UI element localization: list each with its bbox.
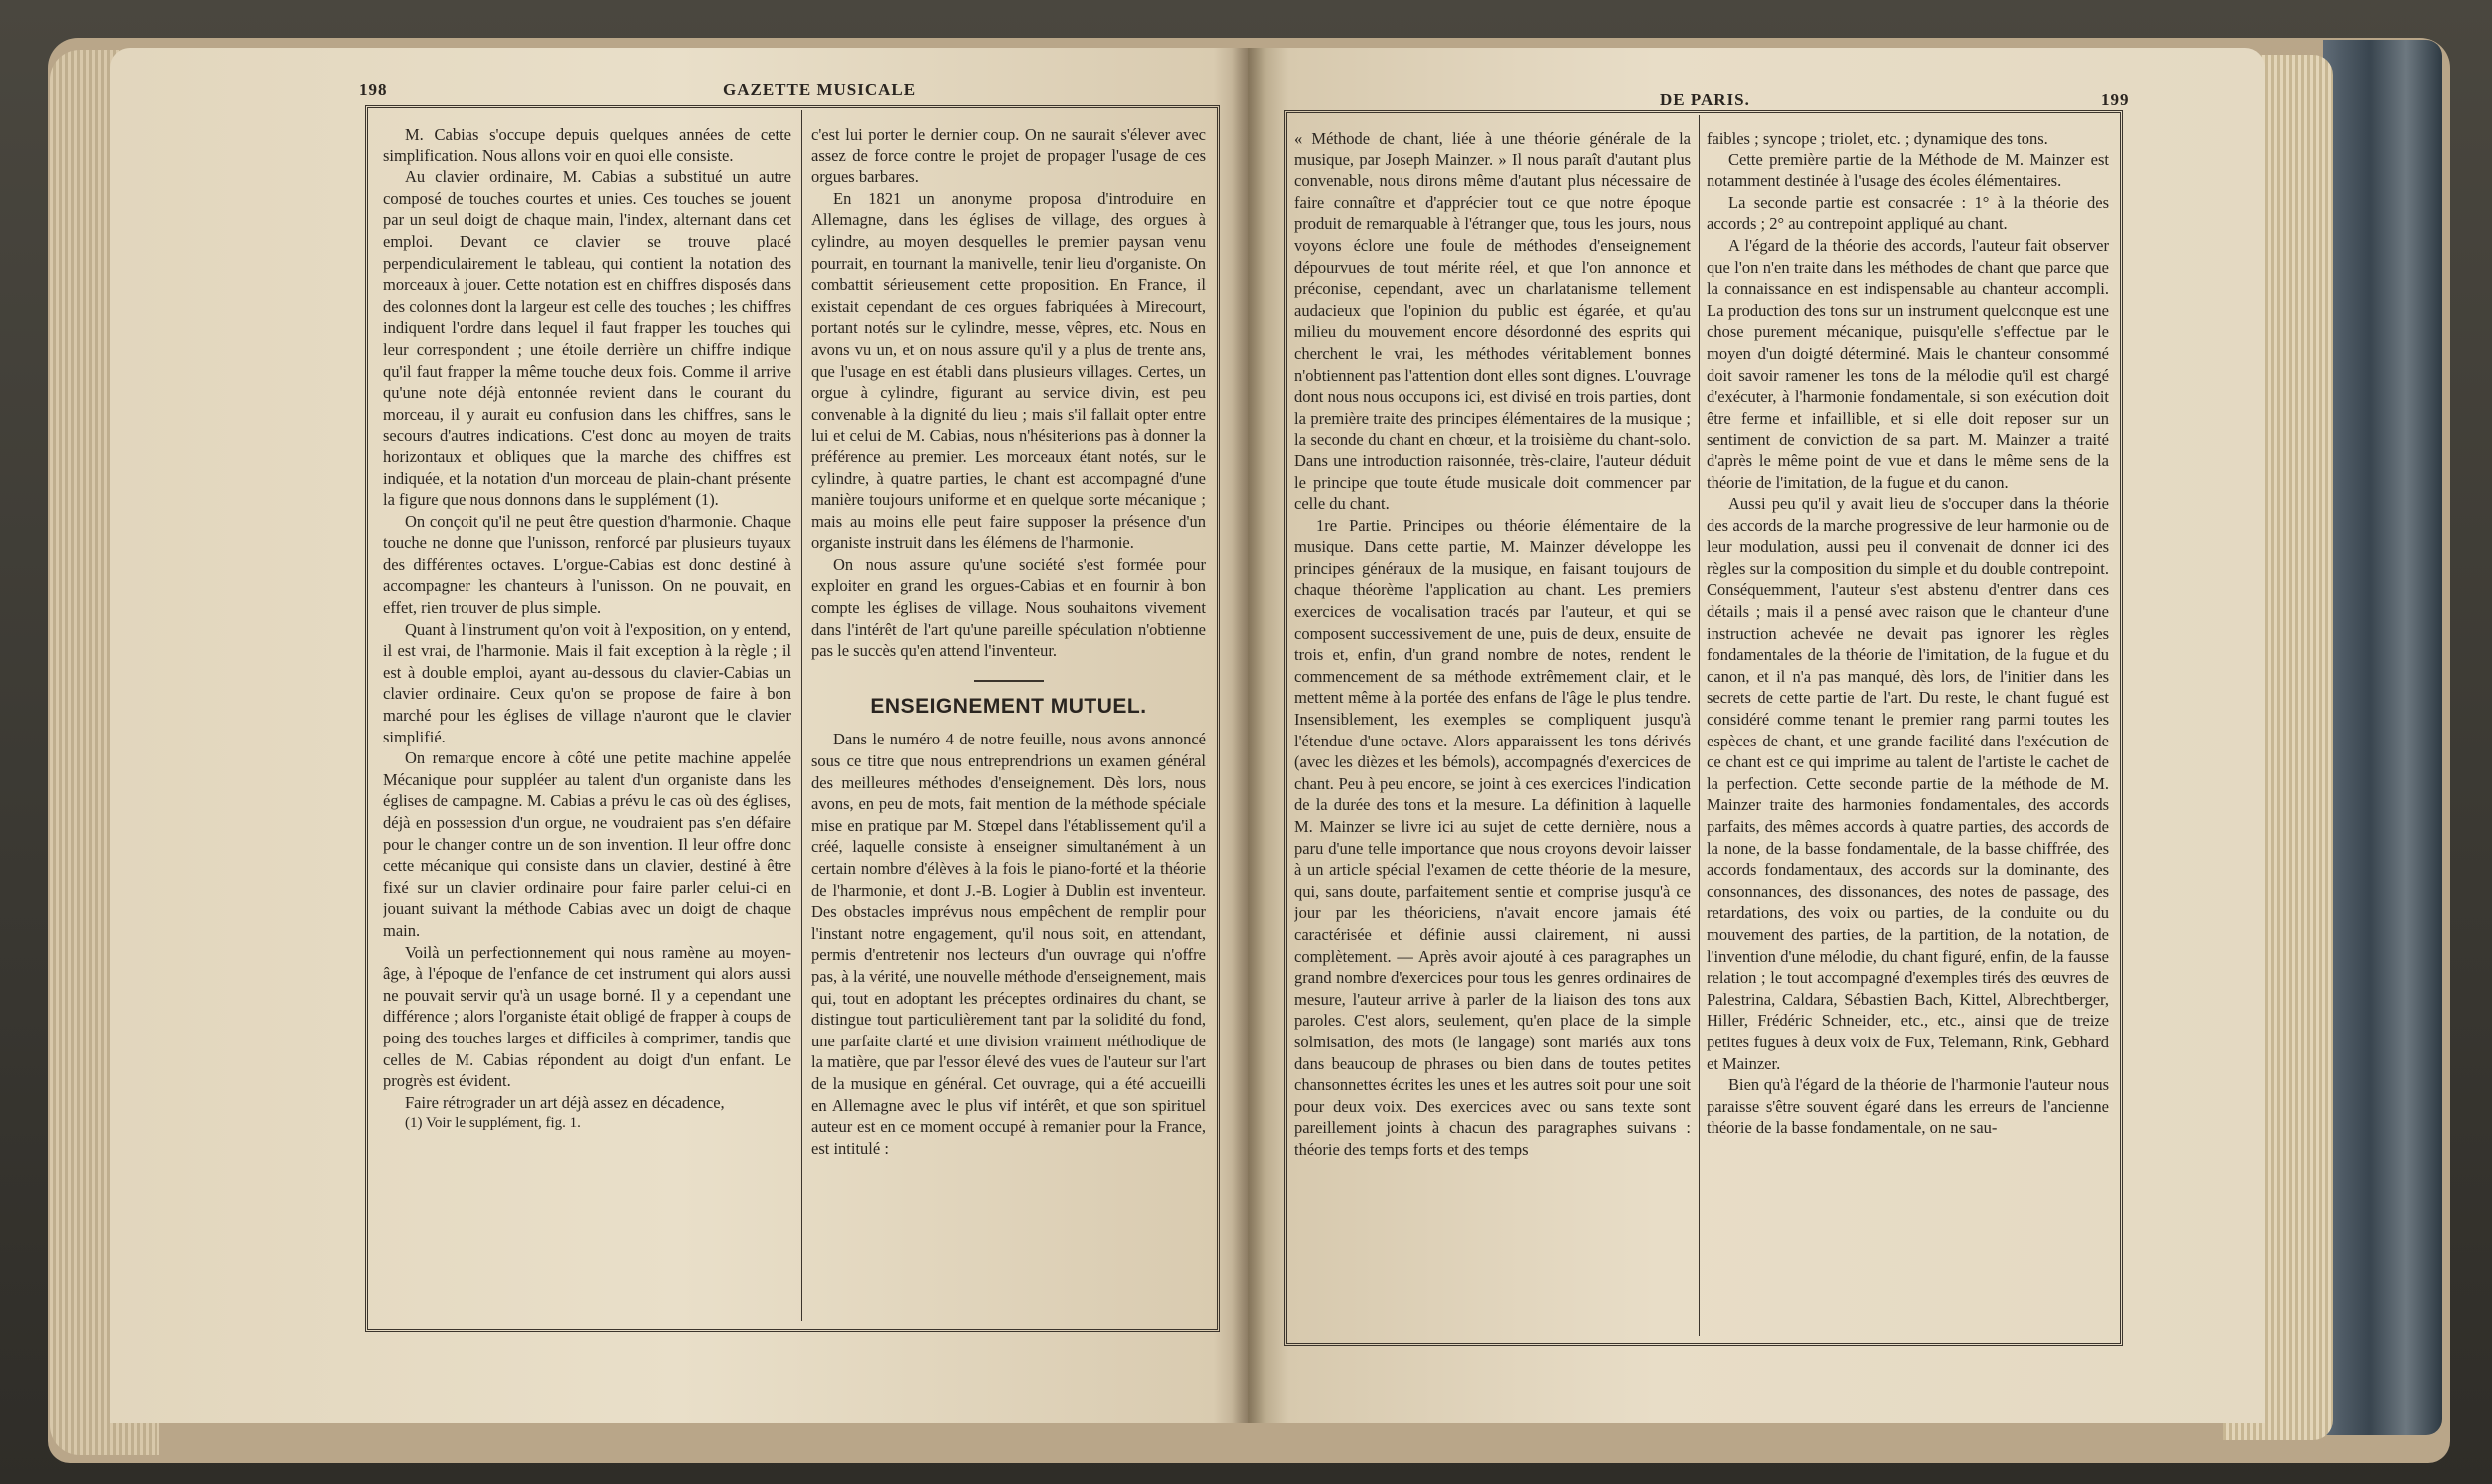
paragraph: « Méthode de chant, liée à une théorie générale de la musique, par Joseph Mainzer. » Il nous paraît d'autant plus convenable, nous dirons même d'autant plus nécessaire de faire connaître et d'apprécier tout ce que notre époque produit de remarquable à l'étranger que, tous les jours, nous voyons éclore une foule de méthodes d'enseignement dépourvues de tout mérite réel, et que l'on annonce et préconise, cependant, avec un charlatanisme tellement audacieux que l'opinion du public est égarée, et qu'au milieu du mouvement encore désordonné des esprits qui cherchent le vrai, les méthodes véritablement bonnes n'obtiennent pas l'attention dont elles sont dignes. L'ouvrage dont nous nous occupons ici, est divisé en trois parties, dont la première traite des principes élémentaires de la musique ; la seconde du chant en chœur, et la troisième du chant-solo. Dans une introduction raisonnée, très-claire, l'auteur déduit le principe que toute étude musicale doit commencer par celle du chant. <box>1294 129 1691 514</box>
paragraph: En 1821 un anonyme proposa d'introduire en Allemagne, dans les églises de village, des orgues à cylindre, au moyen desquelles le premier paysan venu pourrait, en tournant la manivelle, tenir lieu d'organiste. On combattit sérieusement cette proposition. En France, il existait cependant de ces orgues fabriquées à Mirecourt, portant notés sur le cylindre, messe, vêpres, etc. Nous en avons vu un, et on nous assure qu'il y a plus de trente ans, que l'usage en est établi dans plusieurs villages. Certes, un orgue à cylindre, figurant au service divin, est peu convenable à la dignité du lieu ; mais s'il fallait opter entre lui et celui de M. Cabias, nous n'hésiterions pas à donner la préférence au premier. Les morceaux étant notés, sur le cylindre, à quatre parties, le chant est accompagné d'une manière toujours uniforme et en quelque sorte mécanique ; mais au moins elle peut faire supposer la présence d'un organiste instruit dans les élémens de l'harmonie. <box>811 188 1206 553</box>
paragraph: Dans le numéro 4 de notre feuille, nous avons annoncé sous ce titre que nous entreprendrions un examen général des meilleures méthodes d'enseignement. Dès lors, nous avons, en peu de mots, fait mention de la méthode spéciale mise en pratique par M. Stœpel dans l'établissement qu'il a créé, laquelle consiste à enseigner simultanément à un certain nombre d'élèves à la fois le piano-forté et la théorie de l'harmonie, et dont J.-B. Logier à Dublin est inventeur. Des obstacles imprévus nous empêchent de remplir pour l'instant notre engagement, qu'il nous soit, en attendant, permis d'entretenir nos lecteurs d'un ouvrage qui n'offre pas, à la vérité, une nouvelle méthode d'enseignement, mais qui, tout en adoptant les préceptes ordinaires du chant, se distingue tout particulièrement tant par la solidité du fond, une parfaite clarté et une division vraiment méthodique de la matière, que par l'essor élevé des vues de l'auteur sur l'art de la musique en général. Cet ouvrage, qui a été accueilli en Allemagne avec le plus vif intérêt, et que son spirituel auteur est en ce moment occupé à remanier pour la France, est intitulé : <box>811 730 1206 1158</box>
right-column-1 <box>1294 128 1691 1334</box>
paragraph: Au clavier ordinaire, M. Cabias a substitué un autre composé de touches courtes et unies. Ces touches se jouent par un seul doigt de chaque main, l'index, alternant dans cet emploi. Devant ce clavier se trouve placé perpendiculairement le tableau, qui contient la notation des morceaux à jouer. Cette notation est en chiffres disposés dans des colonnes dont la largeur est celle des touches ; les chiffres indiquent l'ordre dans lequel il faut frapper les touches qui leur correspondent ; une étoile derrière un chiffre indique qu'il faut frapper la même touche deux fois. Comme il arrive qu'une note déjà entonnée revient dans le courant du morceau, il y aurait eu confusion dans les chiffres, sans le secours d'autres indications. C'est donc au moyen de traits horizontaux et obliques que la marche des chiffres est indiquée, et la notation d'un morceau de plain-chant présente la figure que nous donnons dans le supplément (1). <box>383 167 791 510</box>
paragraph: Cette première partie de la Méthode de M. Mainzer est notamment destinée à l'usage des écoles élémentaires. <box>1707 149 2109 191</box>
paragraph: c'est lui porter le dernier coup. On ne saurait s'élever avec assez de force contre le projet de propager l'usage de ces orgues barbares. <box>811 125 1206 187</box>
paragraph: Bien qu'à l'égard de la théorie de l'harmonie l'auteur nous paraisse s'être souvent égaré dans les erreurs de l'ancienne théorie de la basse fondamentale, on ne sau- <box>1707 1075 2109 1138</box>
left-running-head: GAZETTE MUSICALE <box>723 80 917 99</box>
left-column-rule <box>801 110 802 1321</box>
paragraph: Faire rétrograder un art déjà assez en décadence, <box>405 1092 725 1112</box>
footnote: (1) Voir le supplément, fig. 1. <box>405 1115 581 1132</box>
paragraph: Aussi peu qu'il y avait lieu de s'occuper dans la théorie des accords de la marche progressive de leur harmonie ou de leur modulation, aussi peu il convenait de donner ici des règles sur la composition du simple et du double contrepoint. Conséquemment, l'auteur s'est abstenu d'entrer dans ces détails ; mais il a pensé avec raison que le chanteur d'une instruction achevée ne devait pas ignorer les règles fondamentales de la théorie de l'imitation, de la fugue et du canon, et il n'a pas manqué, dès lors, de l'initier dans les secrets de cette partie de l'art. Du reste, le chant fugué est considéré comme tenant le premier rang parmi toutes les espèces de chant, et une grande facilité dans l'exécution de ce chant est ce qui imprime au talent de l'artiste le cachet de la perfection. Cette seconde partie de la méthode de M. Mainzer traite des harmonies fondamentales, des accords parfaits, des mêmes accords à quatre parties, des accords de la none, de la basse fondamentale, de la basse chiffrée, des accords fondamentaux, des accords sur la dominante, des consonnances, des dissonances, des notes de passage, des retardations, des voix ou parties, de la conduite ou du mouvement des parties, de la partition, de la notation, de l'invention d'une mélodie, du chant figuré, enfin, de la fausse relation ; le tout accompagné d'exemples tirés des œuvres de Palestrina, Caldara, Sébastien Bach, Kittel, Albrechtberger, Hiller, Frédéric Schneider, etc., etc., ainsi que de treize petites fugues à deux voix de Fux, Telemann, Rink, Gebhard et Mainzer. <box>1707 494 2109 1073</box>
paragraph: Voilà un perfectionnement qui nous ramène au moyen-âge, à l'époque de l'enfance de cet instrument qui alors aussi ne pouvait servir qu'à un usage borné. Il y a cependant une différence ; alors l'organiste était obligé de frapper à coups de poing des touches larges et difficiles à comprimer, tandis que celles de M. Cabias répondent au doigt d'un enfant. Le progrès est évident. <box>383 942 791 1091</box>
right-column-2 <box>1707 128 2109 1334</box>
left-column-2 <box>811 124 1206 1320</box>
paragraph: 1re Partie. Principes ou théorie élémentaire de la musique. Dans cette partie, M. Mainzer développe les principes généraux de la musique, en faisant toujours de chaque théorème l'application au chant. Les premiers exercices de vocalisation tracés par l'auteur, et qui se composent successivement de une, puis de deux, ensuite de trois et, enfin, d'un grand nombre de notes, rendent le commencement de sa méthode extrêmement clair, et le mettent même à la portée des enfans de l'âge le plus tendre. Insensiblement, les exemples se compliquent jusqu'à l'étendue d'une octave. Alors apparaissent les tons dérivés (avec les dièzes et les bémols), accompagnés d'exercices de chant. Peu à peu encore, se joint à ces exercices l'indication de la durée des tons et la mesure. La définition à laquelle M. Mainzer se livre ici au sujet de cette dernière, nous a paru d'une telle importance que nous croyons devoir laisser à un article spécial l'examen de cette théorie de la mesure, qui, sans doute, parfaitement sentie et comprise jusqu'à ce jour par les théoriciens, n'avait encore jamais été caractérisée et définie aussi clairement, ni aussi complètement. — Après avoir ajouté à ces paragraphes un grand nombre d'exercices pour tous les genres ordinaires de mesure, l'auteur arrive à parler de la liaison des tons aux paroles. C'est alors, seulement, qu'en place de la simple solmisation, des mots (le langage) sont mariés aux tons dans beaucoup de phrases ou bien dans de toutes petites chansonnettes écrites les unes et les autres soit pour une soit pour deux voix. Des exercices avec ou sans texte sont pareillement joints à chacun des paragraphes suivans : théorie des temps forts et des temps <box>1294 515 1691 1159</box>
paragraph: faibles ; syncope ; triolet, etc. ; dynamique des tons. <box>1707 129 2048 148</box>
section-title: ENSEIGNEMENT MUTUEL. <box>870 694 1147 718</box>
paragraph: Quant à l'instrument qu'on voit à l'exposition, on y entend, il est vrai, de l'harmonie. Mais il fait exception à la règle ; il est à double emploi, ayant au-dessous du clavier-Cabias un clavier ordinaire. Ceux qu'on se propose de faire à bon marché pour les églises de village n'auront que le clavier simplifié. <box>383 619 791 746</box>
book-cover-marbled <box>2323 40 2442 1435</box>
paragraph: On conçoit qu'il ne peut être question d'harmonie. Chaque touche ne donne que l'unisson, renforcé par plusieurs tuyaux des différentes octaves. L'orgue-Cabias est donc destiné à accompagner les chanteurs à l'unisson. On ne pouvait, en effet, rien trouver de plus simple. <box>383 511 791 618</box>
section-separator <box>974 680 1044 682</box>
right-page-number: 199 <box>2101 90 2130 109</box>
book-gutter-shadow <box>1232 48 1266 1423</box>
right-column-rule <box>1699 115 1700 1336</box>
left-column-1 <box>383 124 791 1320</box>
paragraph: On remarque encore à côté une petite machine appelée Mécanique pour suppléer au talent d'un organiste dans les églises de campagne. M. Cabias a prévu le cas où des églises, déjà en possession d'un orgue, ne voudraient pas s'en défaire pour le changer contre un de son invention. Il leur offre donc cette mécanique qui consiste dans un clavier, destiné à être fixé sur un clavier ordinaire pour faire parler celui-ci en jouant suivant la méthode Cabias avec un doigt de chaque main. <box>383 748 791 940</box>
paragraph: A l'égard de la théorie des accords, l'auteur fait observer que l'on n'en traite dans les méthodes de chant que parce que la connaissance en est indispensable au chanteur accompli. La production des tons sur un instrument quelconque est une chose purement mécanique, puisqu'elle s'effectue par le moyen d'un doigté déterminé. Mais le chanteur consommé doit savoir ramener les tons de la mélodie qu'il est chargé d'exécuter, à l'harmonie fondamentale, si son exécution doit être ferme et infaillible, et si elle doit reposer sur un sentiment de conviction de sa part. M. Mainzer a traité d'après le même point de vue et dans le même sens de la théorie de l'imitation, de la fugue et du canon. <box>1707 235 2109 492</box>
paragraph: On nous assure qu'une société s'est formée pour exploiter en grand les orgues-Cabias et en fournir à bon compte les églises de village. Nous souhaitons vivement dans l'intérêt de l'art qu'une pareille spéculation n'obtienne pas le succès qu'en attend l'inventeur. <box>811 554 1206 661</box>
paragraph: La seconde partie est consacrée : 1° à la théorie des accords ; 2° au contrepoint appliqué au chant. <box>1707 192 2109 234</box>
left-page-number: 198 <box>359 80 388 99</box>
paragraph: M. Cabias s'occupe depuis quelques années de cette simplification. Nous allons voir en quoi elle consiste. <box>383 125 791 165</box>
right-running-head: DE PARIS. <box>1660 90 1750 109</box>
